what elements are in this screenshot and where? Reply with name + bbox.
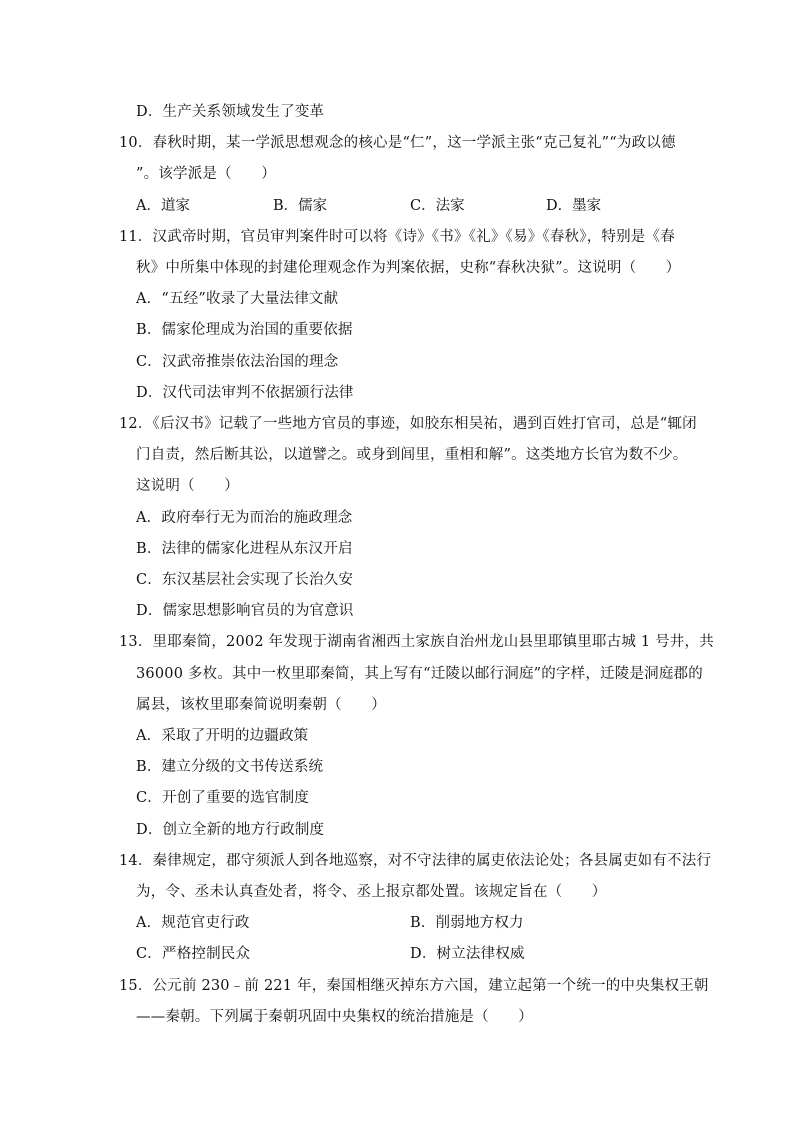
question-12-stem-line-3: 这说明（ ） <box>136 478 239 494</box>
question-10-option-a: A．道家 <box>136 198 190 214</box>
question-15-stem-line-2: ——秦朝。下列属于秦朝巩固中央集权的统治措施是（ ） <box>136 1009 533 1025</box>
question-13-option-b: B．建立分级的文书传送系统 <box>136 759 324 775</box>
question-11-option-c: C．汉武帝推崇依法治国的理念 <box>136 354 339 370</box>
question-12-option-c: C．东汉基层社会实现了长治久安 <box>136 572 354 588</box>
question-13-stem-line-1: 13．里耶秦简，2002 年发现于湖南省湘西土家族自治州龙山县里耶镇里耶古城 1 号井，共 <box>119 634 714 650</box>
question-11-stem-line-1: 11．汉武帝时期，官员审判案件时可以将《诗》《书》《礼》《易》《春秋》，特别是《春 <box>119 229 675 245</box>
question-15-stem-line-1: 15．公元前 230﹣前 221 年，秦国相继灭掉东方六国，建立起第一个统一的中央集权王朝 <box>119 978 709 994</box>
question-14-option-c: C．严格控制民众 <box>136 946 251 962</box>
question-10-option-c: C．法家 <box>410 198 465 214</box>
question-14-stem-line-1: 14．秦律规定，郡守须派人到各地巡察，对不守法律的属吏依法论处；各县属吏如有不法行 <box>119 853 712 869</box>
question-10-option-b: B．儒家 <box>273 198 328 214</box>
question-13-option-c: C．开创了重要的选官制度 <box>136 790 309 806</box>
question-11-option-d: D．汉代司法审判不依据颁行法律 <box>136 385 354 401</box>
question-14-option-d: D．树立法律权威 <box>410 946 525 962</box>
question-11-option-a: A．“五经”收录了大量法律文献 <box>136 291 339 307</box>
question-12-option-b: B．法律的儒家化进程从东汉开启 <box>136 541 353 557</box>
question-11-stem-line-2: 秋》中所集中体现的封建伦理观念作为判案依据，史称“春秋决狱”。这说明（ ） <box>136 260 681 276</box>
prev-question-option-d: D．生产关系领域发生了变革 <box>136 104 325 120</box>
question-14-stem-line-2: 为，令、丞未认真查处者，将令、丞上报京都处置。该规定旨在（ ） <box>136 884 607 900</box>
question-13-option-d: D．创立全新的地方行政制度 <box>136 822 325 838</box>
question-11-option-b: B．儒家伦理成为治国的重要依据 <box>136 322 353 338</box>
question-13-stem-line-3: 属县，该枚里耶秦简说明秦朝（ ） <box>136 697 386 713</box>
question-12-option-d: D．儒家思想影响官员的为官意识 <box>136 603 354 619</box>
question-10-option-d: D．墨家 <box>546 198 602 214</box>
question-10-stem-line-2: ”。该学派是（ ） <box>136 166 276 182</box>
question-12-option-a: A．政府奉行无为而治的施政理念 <box>136 510 353 526</box>
question-13-stem-line-2: 36000 多枚。其中一枚里耶秦简，其上写有“迁陵以邮行洞庭”的字样，迁陵是洞庭郡的 <box>136 666 703 682</box>
question-12-stem-line-2: 门自责，然后断其讼，以道譬之。或身到闾里，重相和解”。这类地方长官为数不少。 <box>136 447 688 463</box>
question-14-option-b: B．削弱地方权力 <box>410 915 524 931</box>
question-10-stem-line-1: 10．春秋时期，某一学派思想观念的核心是“仁”，这一学派主张“克己复礼”“为政以德 <box>119 135 676 151</box>
question-12-stem-line-1: 12．《后汉书》记载了一些地方官员的事迹，如胶东相吴祐，遇到百姓打官司，总是“辄闭 <box>119 416 697 432</box>
question-13-option-a: A．采取了开明的边疆政策 <box>136 728 309 744</box>
question-14-option-a: A．规范官吏行政 <box>136 915 250 931</box>
